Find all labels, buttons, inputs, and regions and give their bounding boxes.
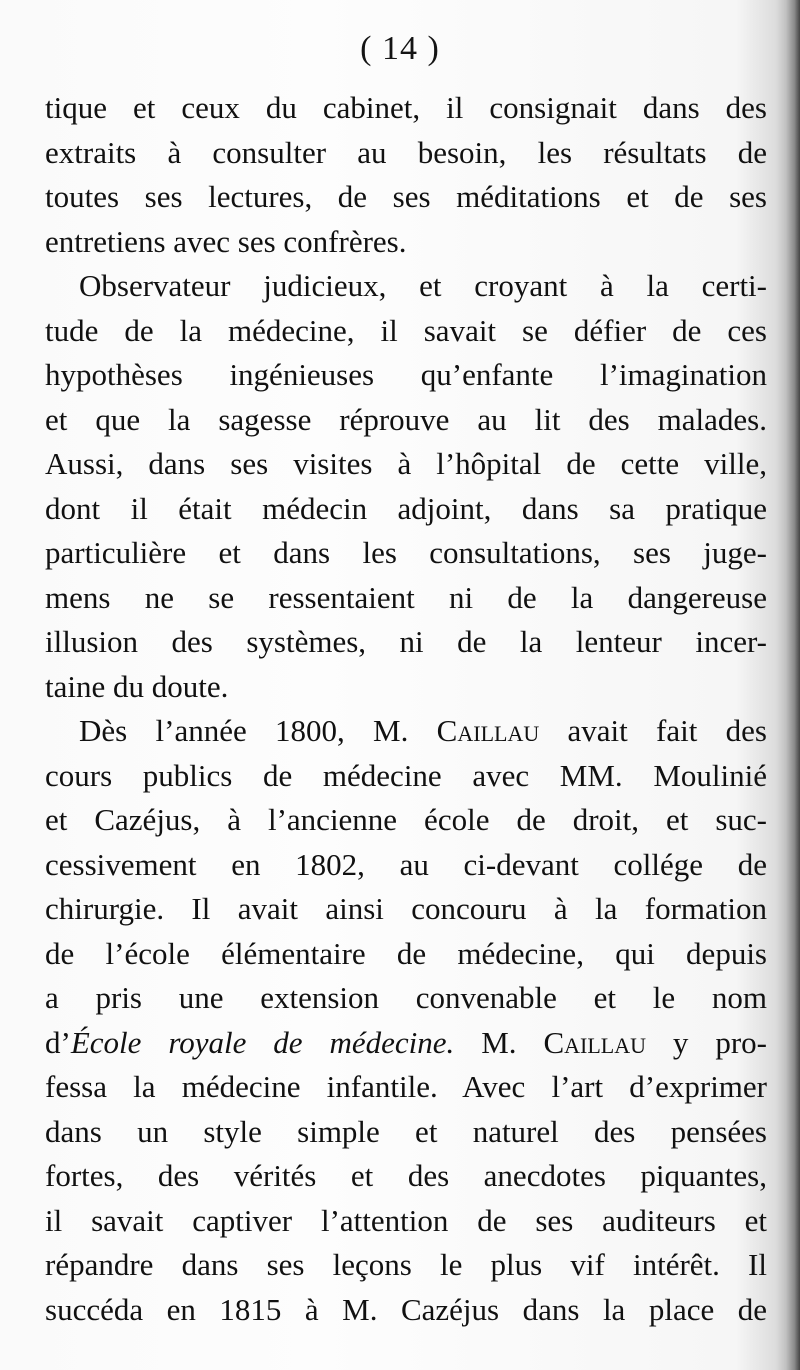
text-line: dont il était médecin adjoint, dans sa pratique [45,490,767,526]
person-name: Caillau [436,713,540,748]
person-name: Caillau [543,1024,646,1060]
text-line: cessivement en 1802, au ci-devant collége de [45,846,767,882]
text-line: et que la sagesse réprouve au lit des malades. [45,401,767,437]
text-run: y pro- [645,1024,767,1060]
institution-name: École royale de médecine. [70,1024,455,1060]
page-number: ( 14 ) [360,30,440,67]
paragraph-1 [45,86,767,264]
text-run: d’ [45,1024,71,1060]
text-line [45,1021,767,1066]
text-line: hypothèses ingénieuses qu’enfante l’imagination [45,357,767,392]
text-line: Aussi, dans ses visites à l’hôpital de cette ville, [45,446,767,481]
text-line: mens ne se ressentaient ni de la dangereuse [45,579,767,615]
text-line: extraits à consulter au besoin, les résultats de [45,134,767,170]
text-line: cours publics de médecine avec MM. Moulinié [45,757,767,793]
text-line: toutes ses lectures, de ses méditations et de ses [45,179,767,214]
text-line [45,709,767,754]
text-line: fessa la médecine infantile. Avec l’art d’exprimer [45,1069,767,1104]
text-line: particulière et dans les consultations, ses juge- [45,535,767,570]
text-line: dans un style simple et naturel des pensées [45,1113,767,1149]
text-line: a pris une extension convenable et le nom [45,980,767,1015]
body-text [45,86,767,1332]
paragraph-2 [45,264,767,709]
text-run: avait fait des [539,713,767,748]
text-line: chirurgie. Il avait ainsi concouru à la formation [45,891,767,926]
text-line: fortes, des vérités et des anecdotes piquantes, [45,1158,767,1193]
text-line: tique et ceux du cabinet, il consignait dans des [45,90,767,125]
text-run: Dès l’année 1800, M. [79,713,437,748]
text-line: il savait captiver l’attention de ses auditeurs et [45,1202,767,1238]
text-line: de l’école élémentaire de médecine, qui depuis [45,935,767,971]
text-line: et Cazéjus, à l’ancienne école de droit, et suc- [45,802,767,837]
text-line: taine du doute. [45,668,229,704]
text-line: illusion des systèmes, ni de la lenteur incer- [45,624,767,659]
text-line: tude de la médecine, il savait se défier de ces [45,312,767,348]
text-line: entretiens avec ses confrères. [45,223,407,259]
text-line: succéda en 1815 à M. Cazéjus dans la place de [45,1291,767,1327]
text-line: Observateur judicieux, et croyant à la certi- [79,268,767,303]
paragraph-3 [45,709,767,1332]
page-edge-shadow [786,0,800,1370]
text-run: M. [454,1024,544,1060]
text-line: répandre dans ses leçons le plus vif intérêt. Il [45,1247,767,1282]
